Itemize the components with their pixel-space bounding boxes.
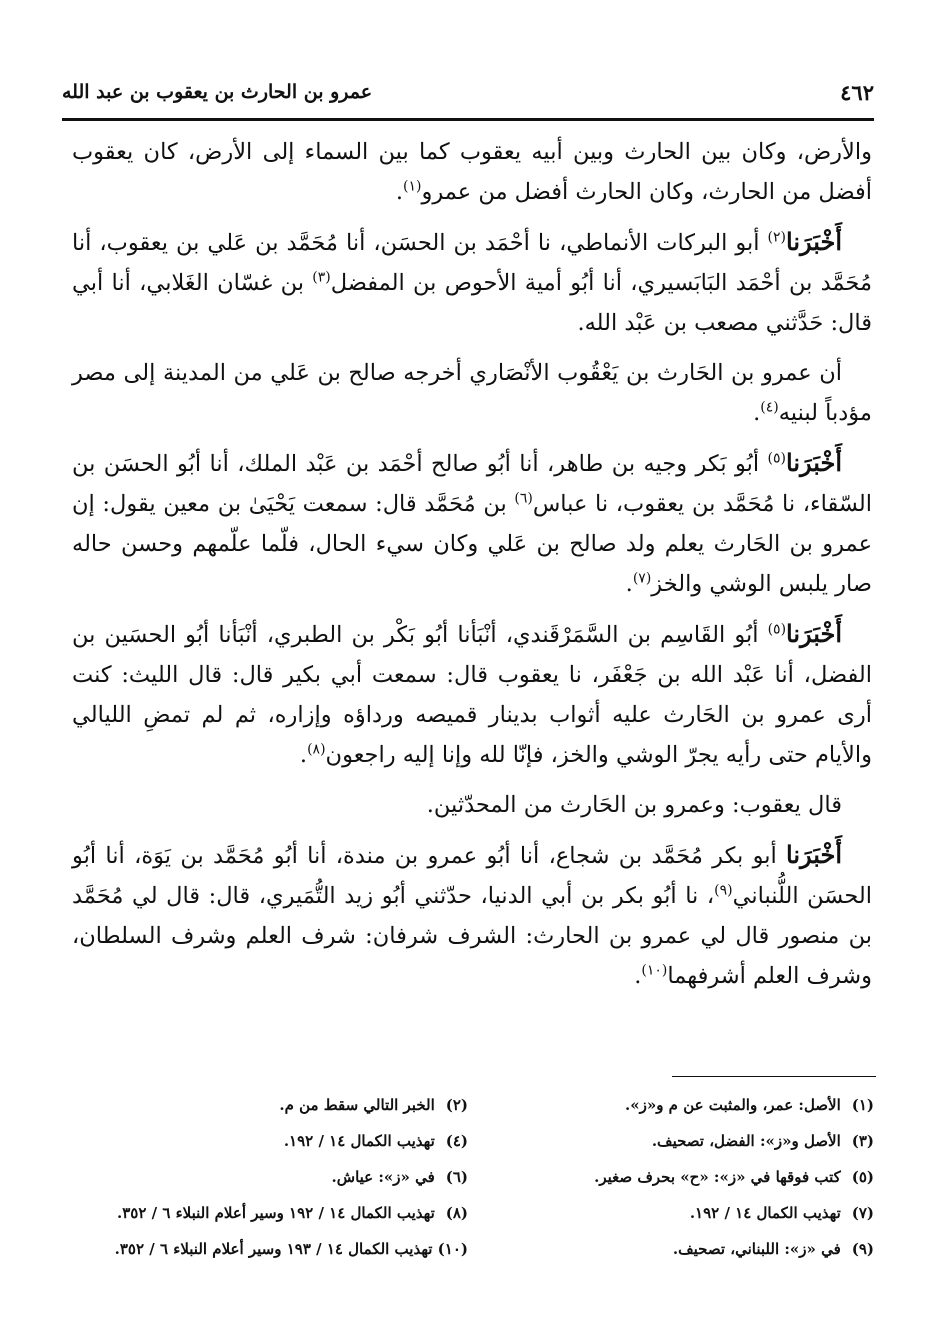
footnote-number: (٩) [851,1240,874,1258]
paragraph-text: أبو البركات الأنماطي، نا أحْمَد بن الحسَن، أنا مُحَمَّد بن عَلي بن يعقوب، أنا مُحَمَّد بن أحْمَد البَابَسيري، أنا أبُو أمية الأحوص بن المفضل [72,230,872,296]
footnote [496,1198,874,1228]
paragraph-tail: . [395,179,403,205]
isnad-lead: أَخْبَرَنا [786,619,843,648]
footnote-reference[interactable]: (٦) [514,490,533,507]
footnote-number: (٣) [851,1132,874,1150]
footnote [496,1234,874,1264]
running-title: عمرو بن الحارث بن يعقوب بن عبد الله [62,81,373,103]
footnote-text: تهذيب الكمال ١٤ / ١٩٢. [283,1132,435,1150]
footnotes [90,1090,874,1264]
page-header [62,70,874,114]
footnote [90,1198,468,1228]
footnote [496,1090,874,1120]
footnote-text: تهذيب الكمال ١٤ / ١٩٢. [689,1204,841,1222]
footnote-reference[interactable]: (١٠) [641,962,668,979]
footnote-number: (٤) [445,1132,468,1150]
footnote-number: (٢) [445,1096,468,1114]
isnad-lead: أَخْبَرَنا [786,448,842,477]
footnote-reference[interactable]: (١) [402,178,422,195]
footnote-reference[interactable]: (٢) [767,229,787,246]
paragraph-tail: . [634,963,642,989]
footnote-rule [672,1076,876,1077]
footnote [90,1162,468,1192]
footnote-reference[interactable]: (٨) [307,741,326,758]
footnote-number: (٥) [851,1168,874,1186]
paragraph-tail: . [753,400,761,426]
footnote [90,1126,468,1156]
footnote [496,1126,874,1156]
footnote-text: الخبر التالي سقط من م. [279,1096,435,1114]
paragraph [72,835,872,996]
isnad-lead: أَخْبَرَنا [786,227,842,256]
footnote [90,1234,468,1264]
footnote-reference[interactable]: (٣) [312,269,331,286]
main-text [72,132,872,1006]
footnote-text: في «ز»: اللبناني، تصحيف. [672,1240,841,1258]
footnote-number: (٧) [851,1204,874,1222]
page-number: ٤٦٢ [840,79,874,105]
footnote-text: الأصل: عمر، والمثبت عن م و«ز». [625,1096,841,1114]
footnote-text: تهذيب الكمال ١٤ / ١٩٢ وسير أعلام النبلاء ٦ / ٣٥٢. [116,1204,435,1222]
footnote [90,1090,468,1120]
paragraph-text: والأرض، وكان بين الحارث وبين أبيه يعقوب كما بين السماء إلى الأرض، كان يعقوب أفضل من الحارث، وكان الحارث أفضل من عمرو [72,139,872,205]
footnote-text: في «ز»: عياش. [331,1168,435,1186]
paragraph-text: أبُو القَاسِم بن السَّمَرْقَندي، أنْبَأنا أبُو بَكْر بن الطبري، أنْبَأنا أبُو الحسَين بن الفضل، أنا عَبْد الله بن جَعْفَر، نا يعقوب قال: سمعت أبي بكير قال: قال الليث: كنت أرى عمرو بن الحَارث عليه أثواب بدينار قميصه ورداؤه وإزاره، ثم لم تمضِ الليالي والأيام حتى رأيه يجرّ الوشي والخز، فإنّا لله وإنا إليه راجعون [72,622,872,768]
header-rule [62,118,874,121]
footnote [496,1162,874,1192]
footnote-number: (١) [851,1096,874,1114]
paragraph-tail: . [299,742,308,768]
footnote-reference[interactable]: (٥) [767,621,787,638]
footnote-number: (١٠) [437,1240,468,1258]
paragraph [72,353,872,433]
paragraph-text: أن عمرو بن الحَارث بن يَعْقُوب الأنْصَاري أخرجه صالح بن عَلي من المدينة إلى مصر مؤدباً لبنيه [72,360,872,426]
isnad-lead: أَخْبَرَنا [786,840,842,869]
footnote-text: تهذيب الكمال ١٤ / ١٩٣ وسير أعلام النبلاء ٦ / ٣٥٢. [114,1240,433,1258]
paragraph-tail: بن غسّان الغَلابي، أنا أبي قال: حَدَّثني مصعب بن عَبْد الله. [72,270,872,336]
footnote-text: كتب فوقها في «ز»: «ح» بحرف صغير. [594,1168,841,1186]
footnote-reference[interactable]: (٥) [767,450,786,467]
footnote-reference[interactable]: (٧) [632,570,652,587]
paragraph [72,222,872,343]
footnote-text: الأصل و«ز»: الفضل، تصحيف. [651,1132,841,1150]
paragraph-tail: بن مُحَمَّد قال: سمعت يَحْيَىٰ بن معين يقول: إن عمرو بن الحَارث يعلم ولد صالح بن عَلي وكان سيء الحال، فلّما علّمهم وحسن حاله صار يلبس الوشي والخز [72,491,872,597]
footnote-number: (٦) [445,1168,468,1186]
footnote-reference[interactable]: (٩) [714,882,733,899]
paragraph [72,443,872,604]
paragraph [72,785,872,825]
paragraph-tail: . [625,571,633,597]
footnote-reference[interactable]: (٤) [760,399,779,416]
paragraph-tail: ، نا أبُو بكر بن أبي الدنيا، حدّثني أبُو زيد التُّمَيري، قال: قال لي مُحَمَّد بن منصور قال لي عمرو بن الحارث: الشرف شرفان: شرف العلم وشرف السلطان، وشرف العلم أشرفهما [72,883,872,989]
paragraph [72,132,872,212]
footnote-number: (٨) [445,1204,468,1222]
paragraph-text: أبُو بَكر وجيه بن طاهر، أنا أبُو صالح أحْمَد بن عَبْد الملك، أنا أبُو الحسَن بن السّقاء، نا مُحَمَّد بن يعقوب، نا عباس [72,451,873,517]
paragraph-text: أبو بكر مُحَمَّد بن شجاع، أنا أبُو عمرو بن مندة، أنا أبُو مُحَمَّد بن يَوَة، أنا أبُو الحسَن اللُّنباني [72,843,872,909]
paragraph-text: قال يعقوب: وعمرو بن الحَارث من المحدّثين. [426,792,842,818]
paragraph [72,614,872,775]
